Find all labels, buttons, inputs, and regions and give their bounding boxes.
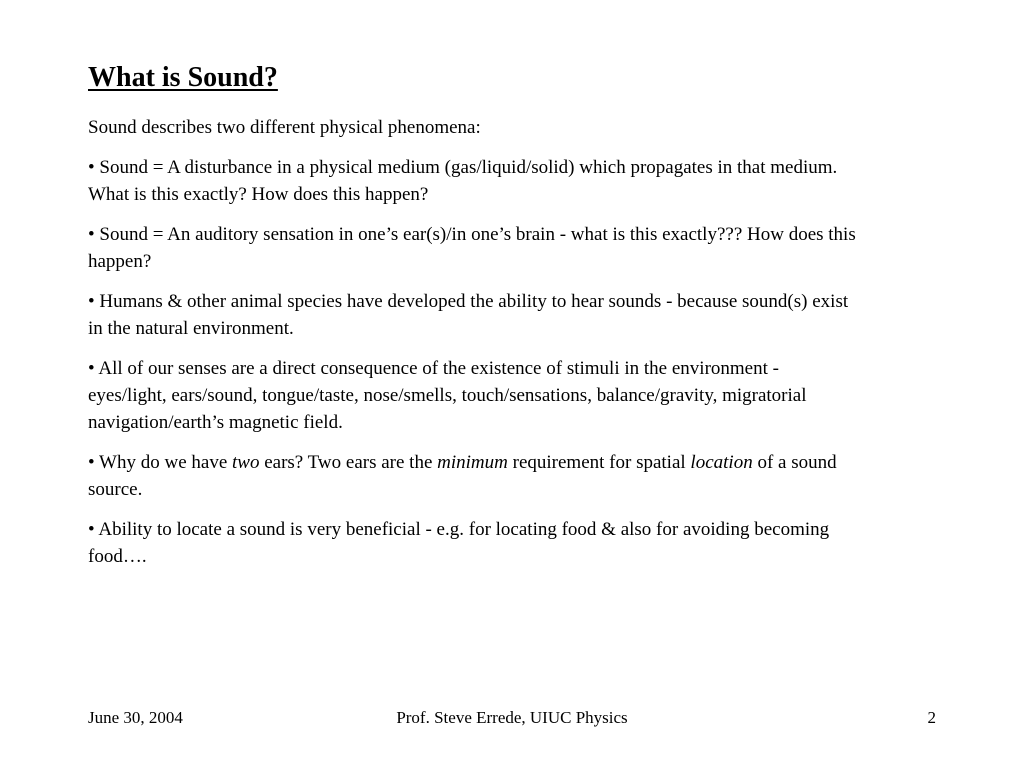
footer-page-number: 2 bbox=[927, 708, 936, 727]
bullet-sound-disturbance: • Sound = A disturbance in a physical medium (gas/liquid/solid) which propagates in that medium. What is this exactly? How does this happen? bbox=[88, 157, 838, 205]
bullet-locate-sound: • Ability to locate a sound is very beneficial - e.g. for locating food & also for avoiding becoming food…. bbox=[88, 519, 830, 567]
bullet-two-ears bbox=[88, 449, 858, 503]
bullet-two-ears-emphasis-two: two bbox=[232, 452, 260, 473]
bullet-sound-sensation: • Sound = An auditory sensation in one’s ear(s)/in one’s brain - what is this exactly??? How does this happen? bbox=[88, 224, 856, 272]
bullet-senses-stimuli: • All of our senses are a direct consequence of the existence of stimuli in the environment - eyes/light, ears/sound, tongue/taste, nose/smells, touch/sensations, balance/gravity, migratorial navigation/earth’s magnetic field. bbox=[88, 358, 807, 433]
slide-body bbox=[88, 114, 858, 583]
bullet-two-ears-text-2: ears? Two ears are the bbox=[259, 452, 438, 473]
bullet-two-ears-text-1: • Why do we have bbox=[88, 452, 233, 473]
footer-date: June 30, 2004 bbox=[88, 708, 183, 727]
bullet-hearing-ability: • Humans & other animal species have developed the ability to hear sounds - because sound(s) exist in the natural environment. bbox=[88, 291, 849, 339]
slide-title: What is Sound? bbox=[88, 62, 278, 93]
bullet-two-ears-text-4: of a sound source. bbox=[88, 452, 837, 500]
intro-text: Sound describes two different physical phenomena: bbox=[88, 117, 481, 138]
footer-author-container bbox=[0, 707, 1024, 729]
footer-author: Prof. Steve Errede, UIUC Physics bbox=[396, 708, 628, 727]
bullet-two-ears-emphasis-minimum: minimum bbox=[437, 452, 508, 473]
bullet-two-ears-emphasis-location: location bbox=[690, 452, 753, 473]
bullet-two-ears-text-3: requirement for spatial bbox=[507, 452, 691, 473]
